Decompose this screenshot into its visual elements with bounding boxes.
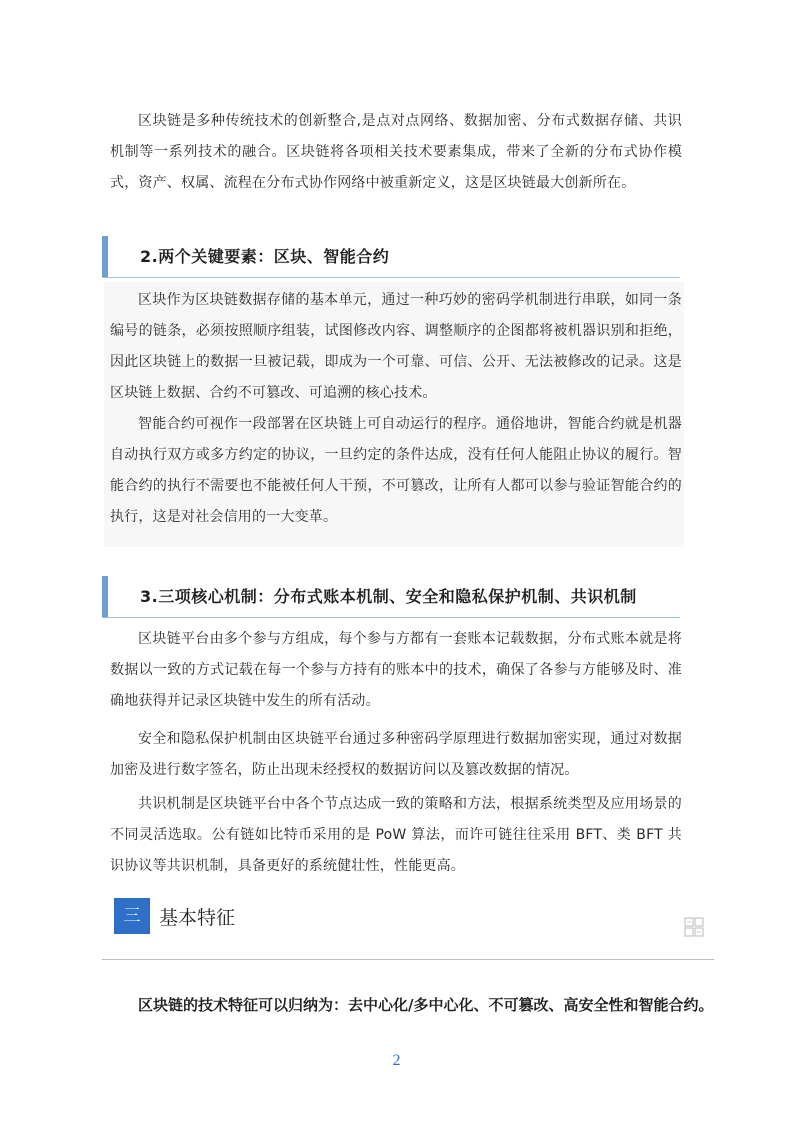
heading-underline: [102, 277, 680, 278]
security-paragraph: 安全和隐私保护机制由区块链平台通过多种密码学原理进行数据加密实现，通过对数据加密及进行数字签名，防止出现未经授权的数据访问以及篡改数据的情况。: [110, 731, 682, 778]
heading-accent-bar: [102, 576, 108, 618]
section-heading-two-elements: [102, 236, 680, 278]
heading-accent-bar: [102, 236, 108, 278]
grid-decoration-icon: [684, 917, 704, 937]
consensus-paragraph: 共识机制是区块链平台中各个节点达成一致的策略和方法，根据系统类型及应用场景的不同灵活选取。公有链如比特币采用的是 PoW 算法，而许可链往往采用 BFT、类 BFT 共识协议等共识机制，具备更好的系统健壮性，性能更高。: [110, 796, 682, 874]
chapter-divider: [102, 959, 714, 960]
ledger-paragraph: 区块链平台由多个参与方组成，每个参与方都有一套账本记载数据，分布式账本就是将数据以一致的方式记载在每一个参与方持有的账本中的技术，确保了各参与方能够及时、准确地获得并记录区块链中发生的所有活动。: [110, 631, 682, 709]
intro-paragraph: 区块链是多种传统技术的创新整合,是点对点网络、数据加密、分布式数据存储、共识机制等一系列技术的融合。区块链将各项相关技术要素集成，带来了全新的分布式协作模式，资产、权属、流程在分布式协作网络中被重新定义，这是区块链最大创新所在。: [110, 113, 682, 191]
section-title: 2.两个关键要素：区块、智能合约: [140, 247, 390, 266]
section-heading-three-mechanisms: [102, 576, 680, 618]
smart-contract-paragraph: 智能合约可视作一段部署在区块链上可自动运行的程序。通俗地讲，智能合约就是机器自动执行双方或多方约定的协议，一旦约定的条件达成，没有任何人能阻止协议的履行。智能合约的执行不需要也不能被任何人干预，不可篡改，让所有人都可以参与验证智能合约的执行，这是对社会信用的一大变革。: [110, 416, 682, 525]
chapter-title: 基本特征: [159, 907, 236, 929]
chapter-number-badge: 三: [114, 898, 150, 934]
page-number: 2: [392, 1052, 401, 1069]
feature-summary: 区块链的技术特征可以归纳为：去中心化/多中心化、不可篡改、高安全性和智能合约。: [138, 996, 714, 1014]
block-paragraph: 区块作为区块链数据存储的基本单元，通过一种巧妙的密码学机制进行串联，如同一条编号的链条，必须按照顺序组装，试图修改内容、调整顺序的企图都将被机器识别和拒绝，因此区块链上的数据一旦被记载，即成为一个可靠、可信、公开、无法被修改的记录。这是区块链上数据、合约不可篡改、可追溯的核心技术。: [110, 292, 682, 401]
section-title: 3.三项核心机制：分布式账本机制、安全和隐私保护机制、共识机制: [140, 587, 637, 606]
heading-underline: [102, 617, 680, 618]
